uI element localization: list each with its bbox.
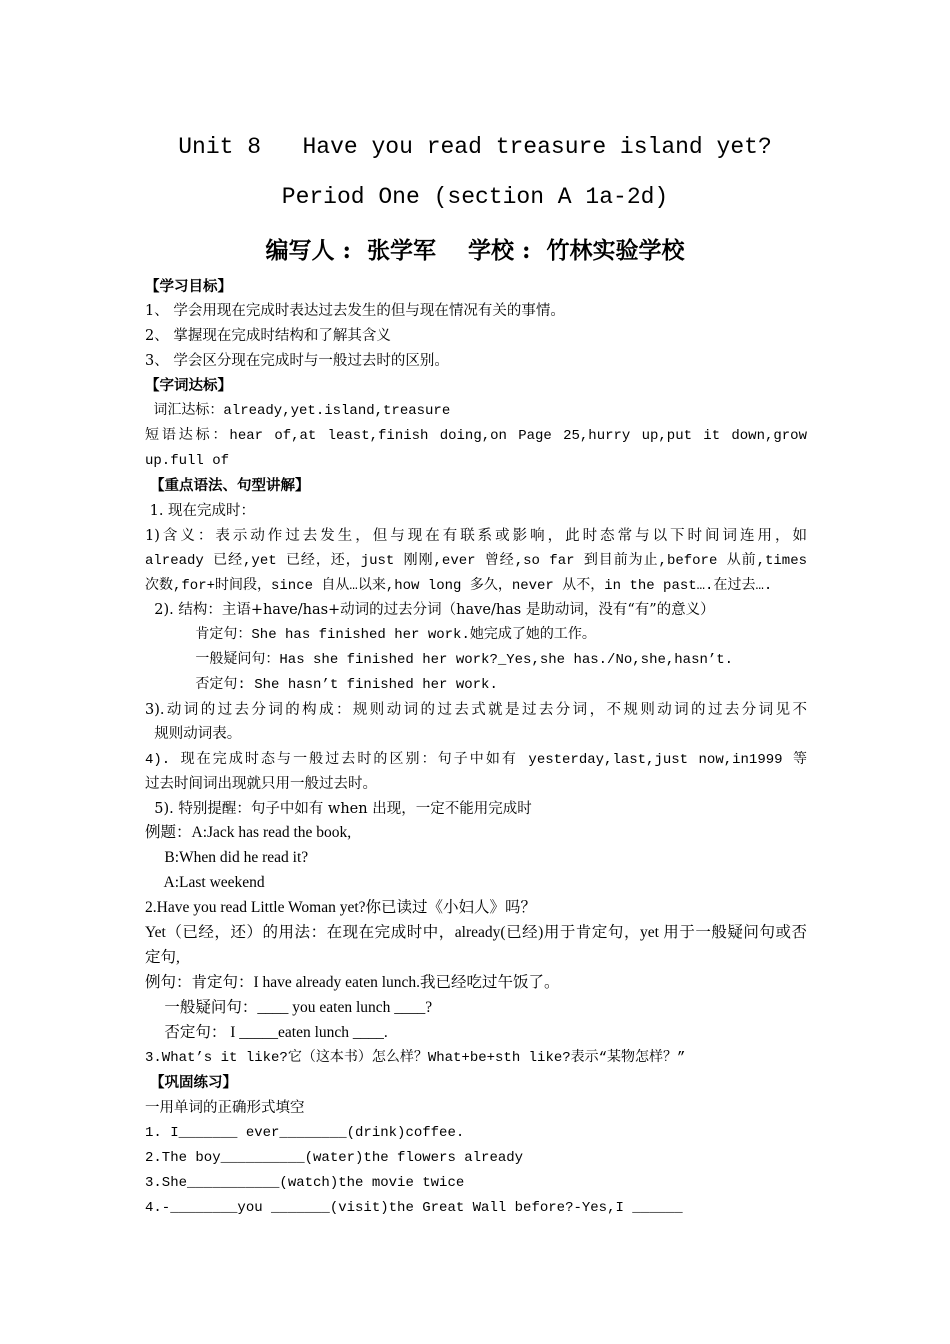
grammar-1-participle-1: 3).动词的过去分词的构成：规则动词的过去式就是过去分词，不规则动词的过去分词见不 (145, 702, 807, 718)
grammar-1-remind: 5). 特别提醒：句子中如有 when 出现，一定不能用完成时 (145, 801, 532, 817)
author-line: 编写人 : 张学军 学校 : 竹林实验学校 (265, 237, 685, 264)
practice-question-4: 4.-________you _______(visit)the Great Wall before?-Yes,I ______ (145, 1200, 683, 1216)
grammar-2-example-positive: 例句：肯定句：I have already eaten lunch.我已经吃过午饭了。 (145, 974, 560, 991)
grammar-1-structure: 2). 结构：主语+have/has+动词的过去分词（have/has 是助动词，没有“有”的意义） (145, 602, 715, 618)
example-a2: A:Last weekend (145, 874, 265, 891)
period-title: Period One (section A 1a-2d) (281, 184, 669, 210)
goal-3: 3、 学会区分现在完成时与一般过去时的区别。 (145, 353, 449, 369)
grammar-1-positive: 肯定句：She has finished her work.她完成了她的工作。 (145, 627, 596, 643)
grammar-2-title: 2.Have you read Little Woman yet?你已读过《小妇人》吗？ (145, 899, 537, 916)
grammar-2-example-negative: 否定句： I _____eaten lunch ____. (145, 1024, 388, 1041)
phrases-line-2: up.full of (145, 453, 230, 469)
grammar-2-yet-2: 定句, (145, 949, 180, 966)
practice-intro: 一用单词的正确形式填空 (145, 1100, 305, 1116)
grammar-1-negative: 否定句: She hasn’t finished her work. (145, 677, 498, 693)
practice-question-2: 2.The boy__________(water)the flowers already (145, 1150, 524, 1166)
grammar-1-question: 一般疑问句：Has she finished her work?_Yes,she has./No,she,hasn’t. (145, 652, 734, 668)
goal-1: 1、 学会用现在完成时表达过去发生的但与现在情况有关的事情。 (145, 303, 565, 319)
words-heading: 【字词达标】 (145, 378, 232, 394)
grammar-1-title: 1. 现在完成时： (145, 503, 256, 519)
example-a1: 例题：A:Jack has read the book, (145, 824, 352, 841)
grammar-1-diff-2: 过去时间词出现就只用一般过去时。 (145, 776, 377, 792)
grammar-3: 3.What’s it like?它（这本书）怎么样？What+be+sth like?表示“某物怎样？” (145, 1050, 686, 1066)
grammar-2-yet-1: Yet（已经，还）的用法：在现在完成时中，already(已经)用于肯定句，yet 用于一般疑问句或否 (145, 924, 807, 941)
grammar-1-diff-1: 4). 现在完成时态与一般过去时的区别：句子中如有 yesterday,last,just now,in1999 等 (145, 752, 807, 768)
grammar-heading: 【重点语法、句型讲解】 (145, 478, 310, 494)
practice-heading: 【巩固练习】 (145, 1075, 238, 1091)
document-title: Unit 8 Have you read treasure island yet? (178, 134, 772, 160)
grammar-1-participle-2: 规则动词表。 (145, 726, 242, 742)
goal-2: 2、 掌握现在完成时结构和了解其含义 (145, 328, 391, 344)
practice-question-3: 3.She___________(watch)the movie twice (145, 1175, 465, 1191)
grammar-1-meaning-2: already 已经,yet 已经，还，just 刚刚,ever 曾经,so far 到目前为止,before 从前,times (145, 553, 807, 569)
grammar-1-meaning-1: 1)含义：表示动作过去发生，但与现在有联系或影响，此时态常与以下时间词连用，如 (145, 528, 807, 544)
grammar-2-example-question: 一般疑问句：____ you eaten lunch ____? (145, 999, 433, 1016)
vocab-line: 词汇达标：already,yet.island,treasure (145, 403, 451, 419)
example-b: B:When did he read it? (145, 849, 309, 866)
goals-heading: 【学习目标】 (145, 279, 232, 295)
phrases-line-1: 短语达标：hear of,at least,finish doing,on Page 25,hurry up,put it down,grow (145, 428, 807, 444)
practice-question-1: 1. I_______ ever________(drink)coffee. (145, 1125, 465, 1141)
grammar-1-meaning-3: 次数,for+时间段，since 自从…以来,how long 多久，never 从不，in the past….在过去…. (145, 578, 773, 594)
